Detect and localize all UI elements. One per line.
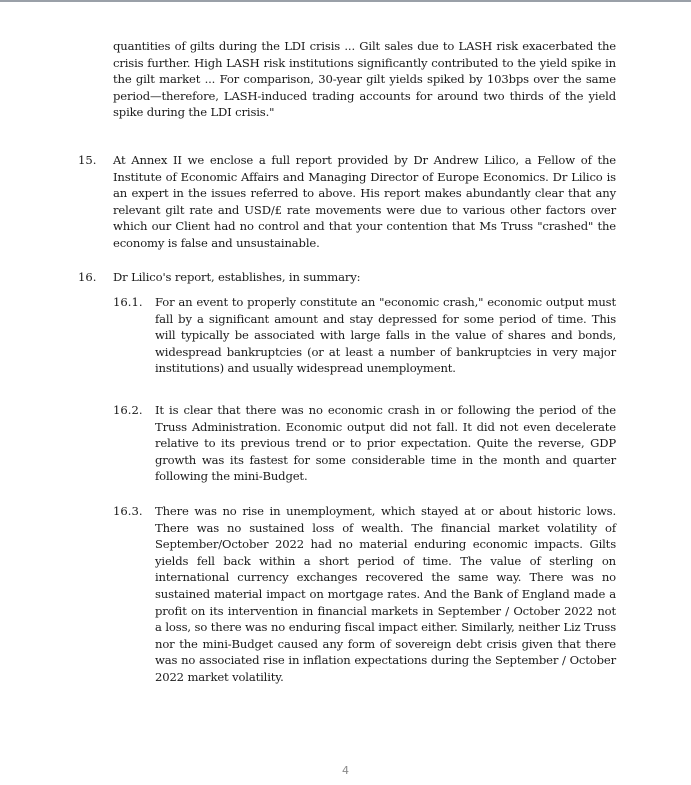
paragraph-number: 15.: [78, 153, 97, 167]
subparagraph-number: 16.3.: [113, 504, 143, 518]
paragraph-text: At Annex II we enclose a full report provided by Dr Andrew Lilico, a Fellow of the Institute of Economic Affairs and Managing Director of Europe Economics. Dr Lilico is an expert in the issues referred to above. His report makes abundantly clear that any relevant gilt rate and USD/£ rate movements were due to various other factors over which our Client had no control and that your contention that Ms Truss "crashed" the economy is false and unsustainable.: [113, 153, 616, 250]
subparagraph-text: There was no rise in unemployment, which stayed at or about historic lows. There was no sustained loss of wealth. The financial market volatility of September/October 2022 had no material enduring economic impacts. Gilts yields fell back within a short period of time. The value of sterling on international currency exchanges recovered the same way. There was no sustained material impact on mortgage rates. And the Bank of England made a profit on its intervention in financial markets in September / October 2022 not a loss, so there was no enduring fiscal impact either. Similarly, neither Liz Truss nor the mini-Budget caused any form of sovereign debt crisis given that there was no associated rise in inflation expectations during the September / October 2022 market volatility.: [155, 504, 616, 684]
subparagraph-text: It is clear that there was no economic crash in or following the period of the Truss Administration. Economic output did not fall. It did not even decelerate relative to its previous trend or to prior expectation. Quite the reverse, GDP growth was its fastest for some considerable time in the month and quarter following the mini-Budget.: [155, 403, 616, 484]
subparagraph-number: 16.1.: [113, 295, 143, 309]
paragraph-text: Dr Lilico's report, establishes, in summary:: [113, 270, 361, 284]
continued-quote-paragraph: quantities of gilts during the LDI crisis ... Gilt sales due to LASH risk exacerbated the crisis further. High LASH risk institutions significantly contributed to the yield spike in the gilt market ... For comparison, 30-year gilt yields spiked by 103bps over the same period—therefore, LASH-induced trading accounts for around two thirds of the yield spike during the LDI crisis.": [113, 39, 616, 120]
subparagraph-text: For an event to properly constitute an "economic crash," economic output must fall by a significant amount and stay depressed for some period of time. This will typically be associated with large falls in the value of shares and bonds, widespread bankruptcies (or at least a number of bankruptcies in very major institutions) and usually widespread unemployment.: [155, 295, 616, 376]
page-number: 4: [342, 764, 349, 777]
paragraph-number: 16.: [78, 270, 97, 284]
subparagraph-number: 16.2.: [113, 403, 143, 417]
